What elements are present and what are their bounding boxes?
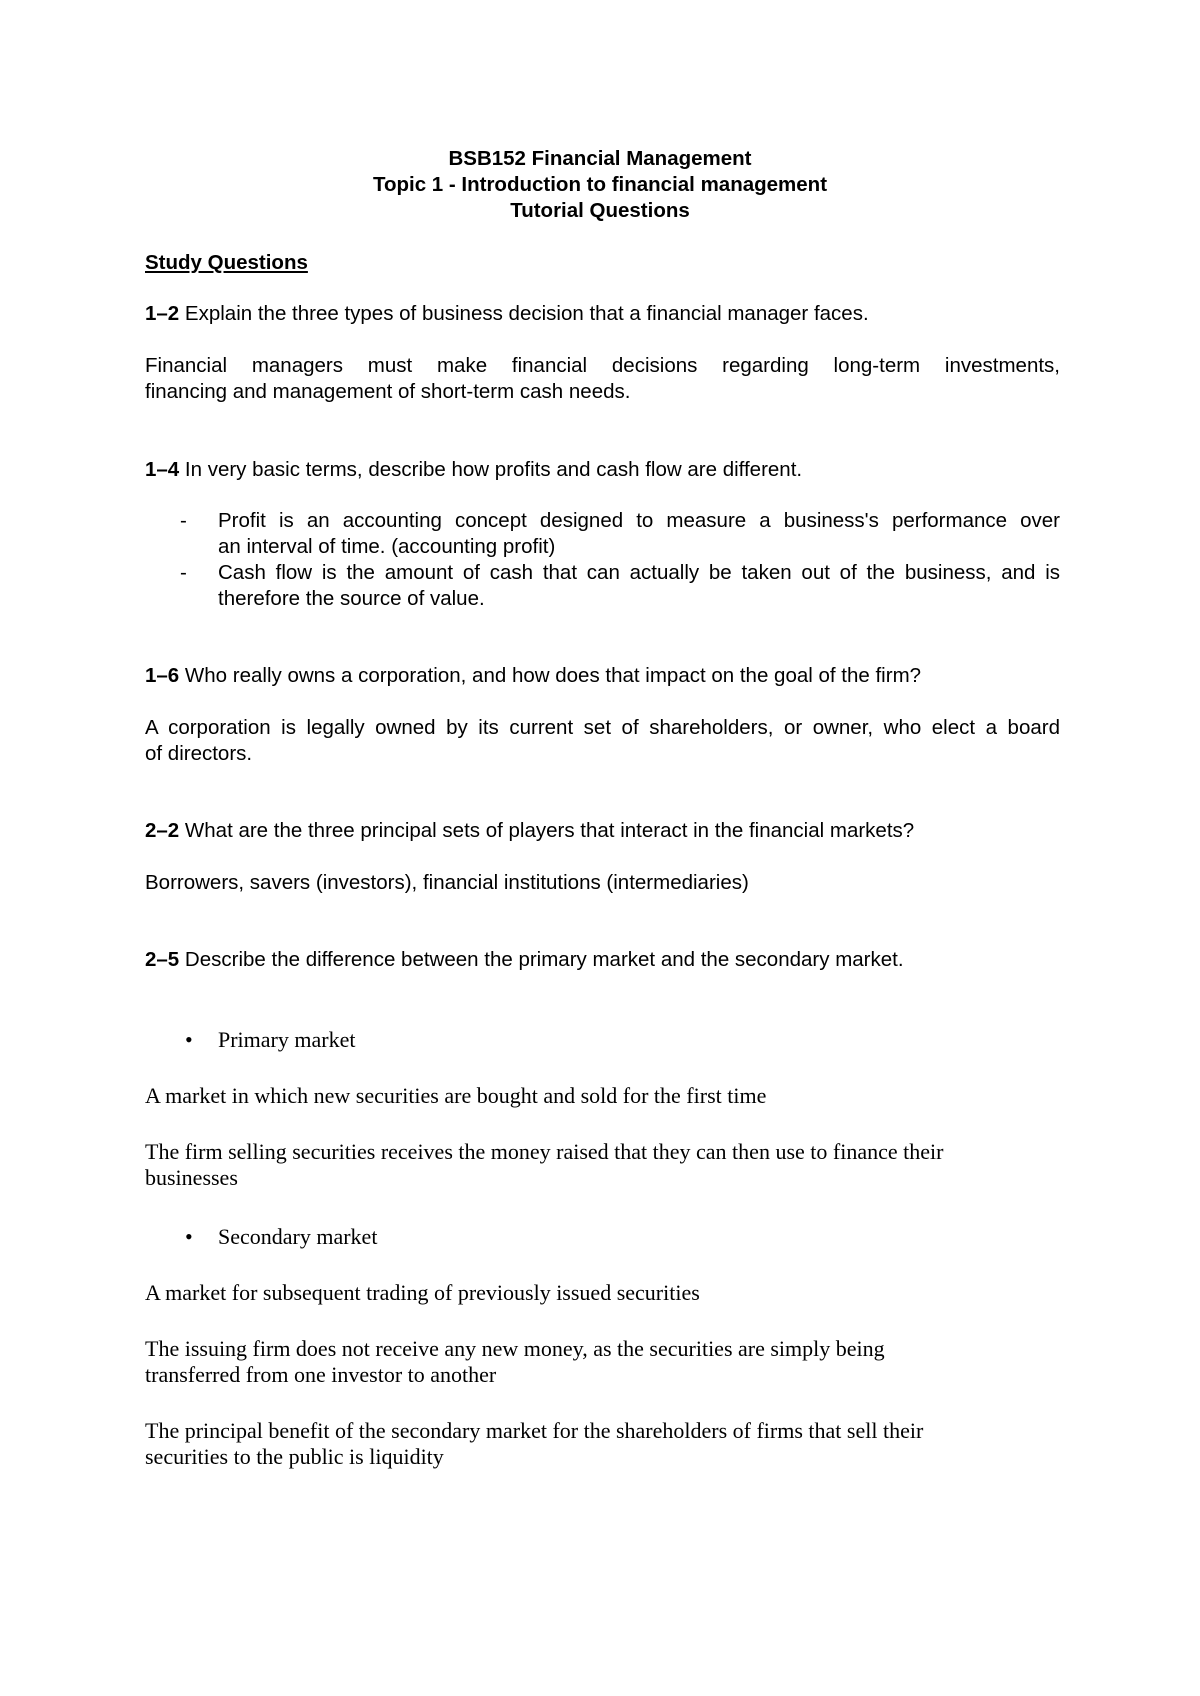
secondary-market-note2-line2: securities to the public is liquidity (145, 1444, 444, 1469)
question-2-5 (145, 947, 1060, 973)
question-1-2 (145, 301, 1060, 327)
bullet-marker: • (185, 1027, 193, 1052)
primary-market-note-line1: The firm selling securities receives the money raised that they can then use to finance their (145, 1139, 944, 1164)
tutorial-subtitle: Tutorial Questions (510, 199, 690, 222)
question-number: 1–4 (145, 458, 180, 481)
question-number: 2–5 (145, 948, 180, 971)
answer-2-2: Borrowers, savers (investors), financial institutions (intermediaries) (145, 871, 749, 894)
topic-title: Topic 1 - Introduction to financial management (372, 173, 828, 196)
secondary-market-definition: A market for subsequent trading of previously issued securities (145, 1280, 700, 1305)
question-text: Describe the difference between the primary market and the secondary market. (179, 948, 904, 971)
secondary-market-note1-line1: The issuing firm does not receive any new money, as the securities are simply being (145, 1336, 885, 1361)
bullet-marker: • (185, 1224, 193, 1249)
answer-1-2-line2: financing and management of short-term cash needs. (145, 380, 631, 403)
answer-1-6-line2: of directors. (145, 742, 253, 765)
secondary-market-label: Secondary market (218, 1224, 378, 1249)
course-title: BSB152 Financial Management (448, 147, 752, 170)
dash-marker: - (180, 509, 187, 532)
question-number: 1–2 (145, 302, 180, 325)
answer-1-4-item2-line2: therefore the source of value. (218, 587, 485, 610)
section-heading: Study Questions (145, 251, 308, 274)
answer-1-2-line1: Financial managers must make financial decisions regarding long-term investments, (145, 354, 1060, 377)
question-text: In very basic terms, describe how profits and cash flow are different. (179, 458, 803, 481)
dash-marker: - (180, 561, 187, 584)
answer-1-6-line1: A corporation is legally owned by its current set of shareholders, or owner, who elect a board (145, 716, 1060, 739)
question-2-2 (145, 818, 1060, 844)
secondary-market-note1-line2: transferred from one investor to another (145, 1362, 497, 1387)
question-1-4 (145, 457, 1060, 483)
secondary-market-note2-line1: The principal benefit of the secondary market for the shareholders of firms that sell their (145, 1418, 924, 1443)
question-number: 1–6 (145, 664, 180, 687)
primary-market-definition: A market in which new securities are bought and sold for the first time (145, 1083, 767, 1108)
question-text: Explain the three types of business decision that a financial manager faces. (179, 302, 869, 325)
question-number: 2–2 (145, 819, 180, 842)
answer-1-4-item1-line1: Profit is an accounting concept designed to measure a business's performance over (218, 509, 1060, 532)
answer-1-4-item1-line2: an interval of time. (accounting profit) (218, 535, 556, 558)
primary-market-note-line2: businesses (145, 1165, 238, 1190)
question-1-6 (145, 663, 1060, 689)
question-text: Who really owns a corporation, and how does that impact on the goal of the firm? (179, 664, 922, 687)
primary-market-label: Primary market (218, 1027, 356, 1052)
question-text: What are the three principal sets of players that interact in the financial markets? (179, 819, 915, 842)
answer-1-4-item2-line1: Cash flow is the amount of cash that can actually be taken out of the business, and is (218, 561, 1060, 584)
